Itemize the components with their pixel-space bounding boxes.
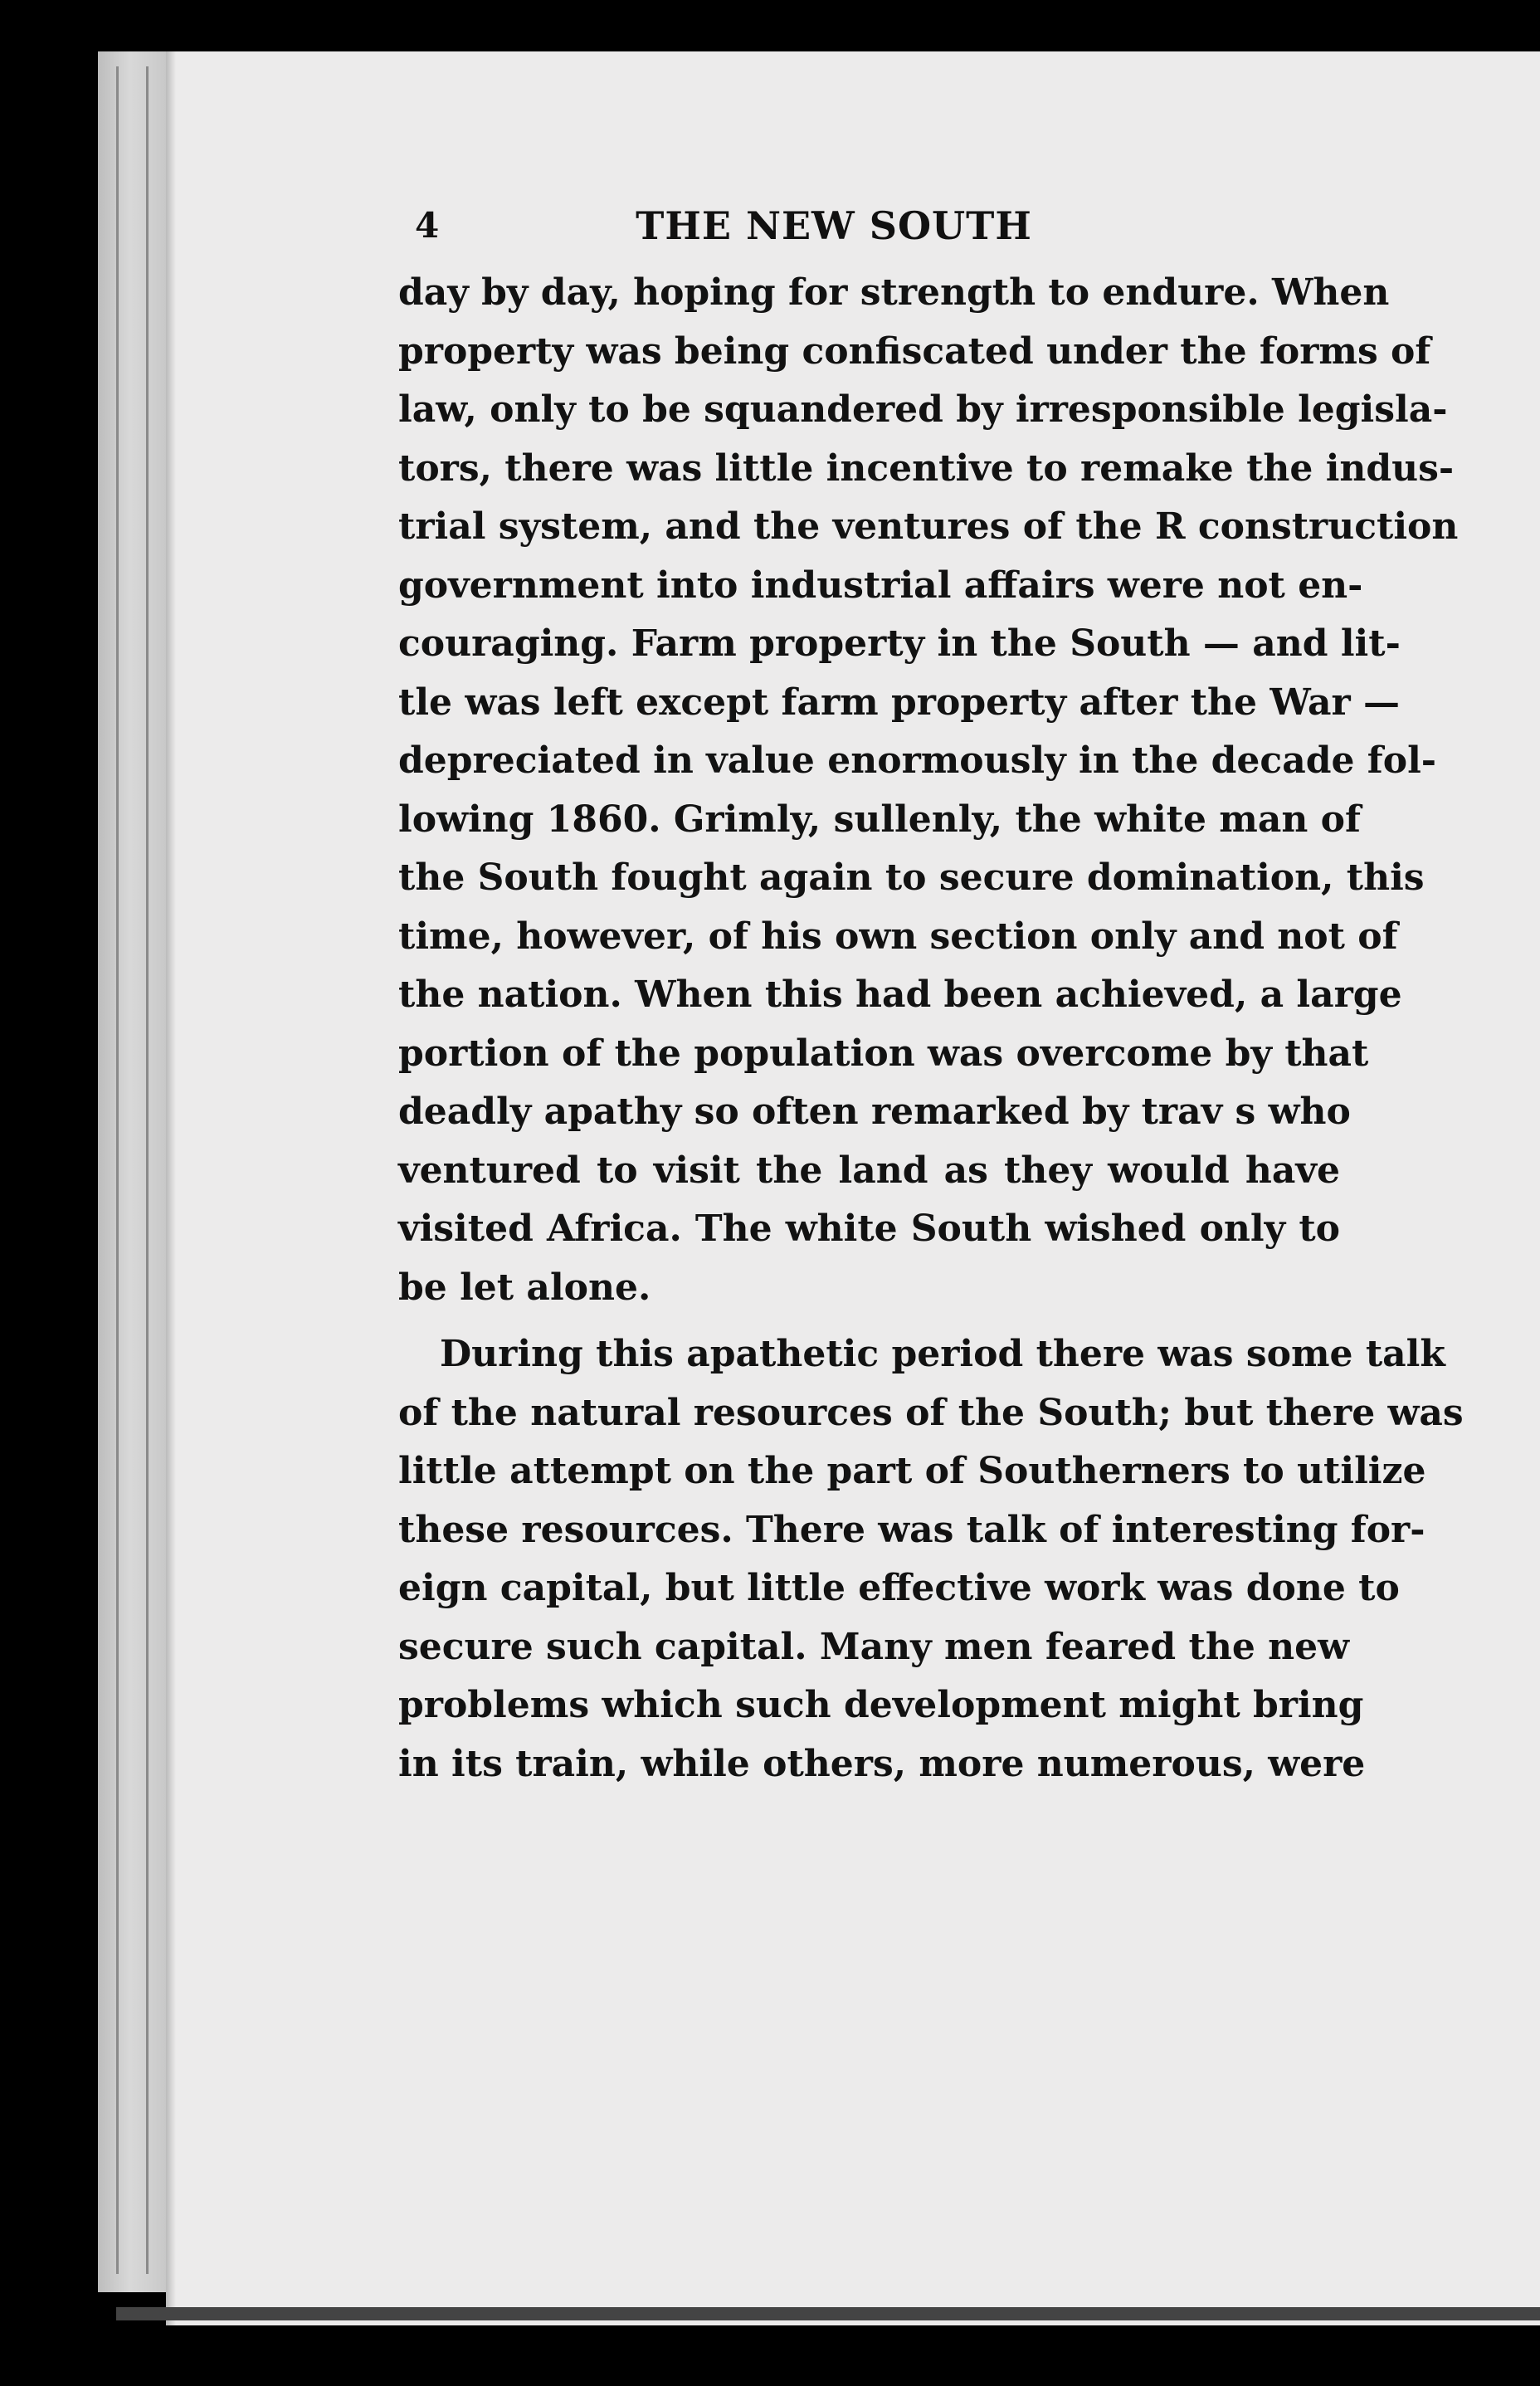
text-line: the South fought again to secure domination, this [398,856,1425,899]
running-head [415,193,1253,259]
text-line: little attempt on the part of Southerners to utilize [398,1450,1426,1492]
text-line: these resources. There was talk of interesting for- [398,1508,1425,1551]
text-line: tle was left except farm property after the War — [398,681,1400,724]
running-title: THE NEW SOUTH [636,203,1032,248]
text-line: property was being confiscated under the forms of [398,329,1431,373]
text-line: problems which such development might bring [398,1684,1364,1726]
text-line: time, however, of his own section only and not of [398,915,1398,958]
text-line: lowing 1860. Grimly, sullenly, the white man of [398,798,1361,841]
body-text [398,264,1464,1793]
text-line: During this apathetic period there was some talk [440,1333,1445,1375]
text-line: be let alone. [398,1266,651,1309]
text-line: deadly apathy so often remarked by trav s who [398,1091,1351,1133]
paragraph [398,1325,1464,1793]
text-line: eign capital, but little effective work was done to [398,1567,1400,1609]
text-line: depreciated in value enormously in the decade fol- [398,739,1437,782]
page-bottom-shadow [116,2307,1540,2320]
text-line: trial system, and the ventures of the R construction [398,505,1459,548]
text-line: day by day, hoping for strength to endure. When [398,271,1390,314]
text-line: couraging. Farm property in the South — and lit- [398,622,1401,665]
text-line: portion of the population was overcome by that [398,1032,1369,1075]
text-line: the nation. When this had been achieved, a large [398,973,1402,1016]
text-line: law, only to be squandered by irresponsible legisla- [398,388,1448,431]
page-edge-line [146,66,149,2274]
text-line: secure such capital. Many men feared the new [398,1625,1349,1668]
text-line: visited Africa. The white South wished only to [398,1208,1340,1250]
page-edge-line [116,66,119,2274]
text-line: ventured to visit the land as they would have [398,1149,1340,1192]
paragraph [398,264,1459,1317]
text-line: tors, there was little incentive to remake the indus- [398,446,1455,490]
text-line: government into industrial affairs were not en- [398,564,1363,607]
page-number: 4 [415,205,440,246]
text-line: in its train, while others, more numerous, were [398,1742,1366,1785]
paragraph-gap [398,1317,1340,1325]
text-line: of the natural resources of the South; but there was [398,1391,1464,1434]
